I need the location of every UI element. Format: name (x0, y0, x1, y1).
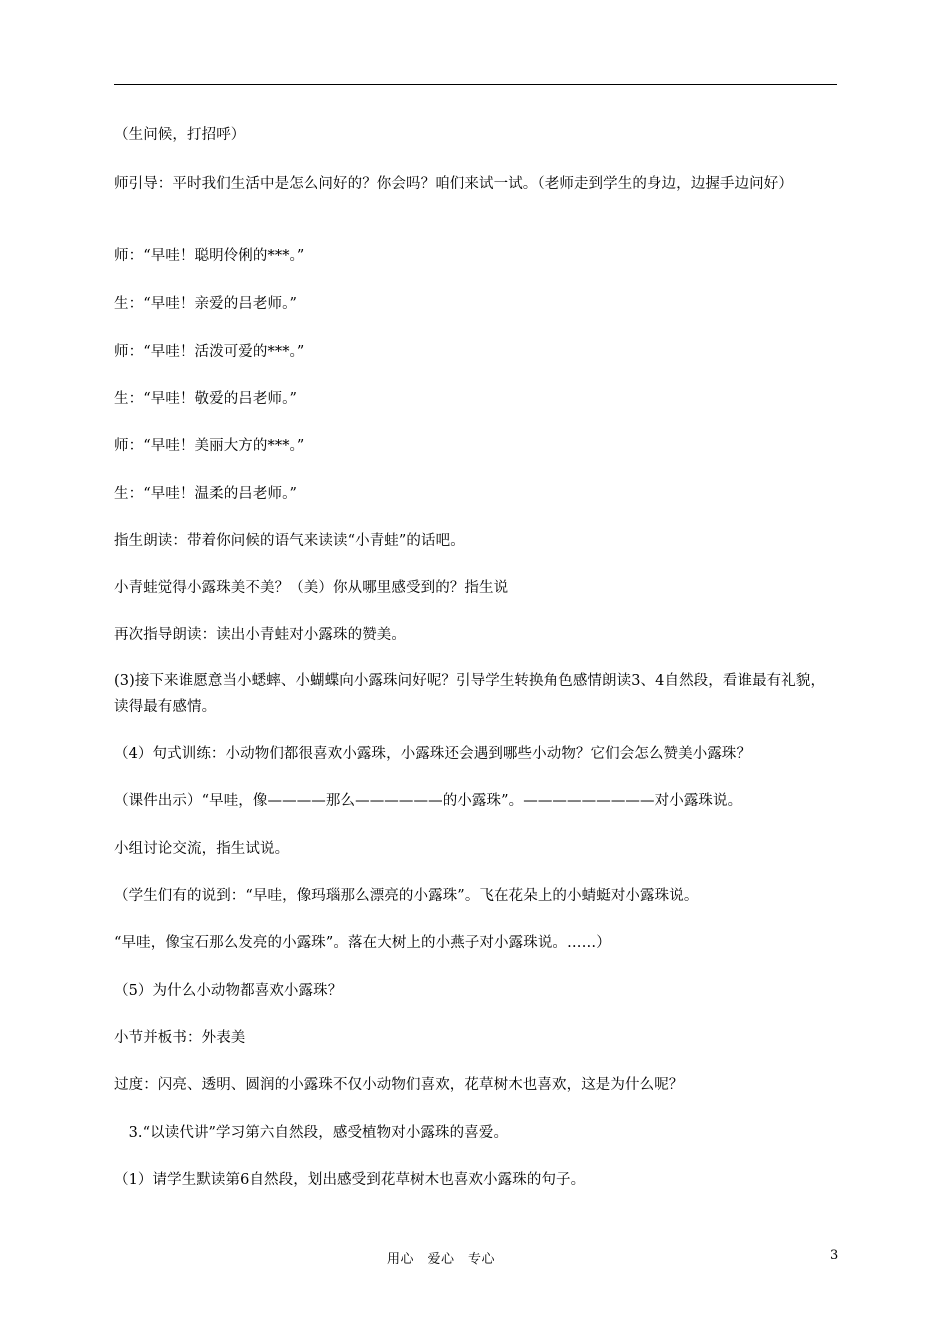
paragraph: 指生朗读：带着你问候的语气来读读“小青蛙”的话吧。 (114, 533, 465, 549)
paragraph: 师引导：平时我们生活中是怎么问好的？你会吗？咱们来试一试。（老师走到学生的身边，边握手边问好） (114, 176, 793, 192)
paragraph: “早哇，像宝石那么发亮的小露珠”。落在大树上的小燕子对小露珠说。……） (114, 935, 611, 951)
paragraph: 师：“早哇！活泼可爱的***。” (114, 344, 305, 360)
paragraph: 小组讨论交流，指生试说。 (114, 841, 290, 857)
paragraph: 过度：闪亮、透明、圆润的小露珠不仅小动物们喜欢，花草树木也喜欢，这是为什么呢？ (114, 1077, 684, 1093)
paragraph: （4）句式训练：小动物们都很喜欢小露珠，小露珠还会遇到哪些小动物？它们会怎么赞美小露珠？ (114, 746, 752, 762)
paragraph: （课件出示）“早哇，像————那么——————的小露珠”。—————————对小露珠说。 (114, 793, 743, 809)
paragraph: 生：“早哇！亲爱的吕老师。” (114, 296, 297, 312)
paragraph: 师：“早哇！美丽大方的***。” (114, 438, 305, 454)
paragraph: （1）请学生默读第6自然段，划出感受到花草树木也喜欢小露珠的句子。 (114, 1172, 586, 1188)
paragraph: （生问候，打招呼） (114, 127, 246, 143)
paragraph: 师：“早哇！聪明伶俐的***。” (114, 248, 305, 264)
paragraph: 小节并板书：外表美 (114, 1030, 246, 1046)
paragraph: 再次指导朗读：读出小青蛙对小露珠的赞美。 (114, 627, 406, 643)
header-rule (114, 84, 837, 85)
paragraph: 小青蛙觉得小露珠美不美？（美）你从哪里感受到的？指生说 (114, 580, 509, 596)
paragraph: (3)接下来谁愿意当小蟋蟀、小蝴蝶向小露珠问好呢？引导学生转换角色感情朗读3、4自然段，看谁最有礼貌，读得最有感情。 (114, 673, 826, 715)
page-number: 3 (830, 1248, 839, 1263)
footer-motto: 用心 爱心 专心 (387, 1252, 496, 1267)
paragraph: （学生们有的说到：“早哇，像玛瑙那么漂亮的小露珠”。飞在花朵上的小蜻蜓对小露珠说。 (114, 888, 699, 904)
paragraph: 生：“早哇！敬爱的吕老师。” (114, 391, 297, 407)
paragraph: 3.“以读代讲”学习第六自然段，感受植物对小露珠的喜爱。 (114, 1125, 509, 1141)
page-footer (0, 1248, 950, 1268)
paragraph: 生：“早哇！温柔的吕老师。” (114, 486, 297, 502)
paragraph: （5）为什么小动物都喜欢小露珠？ (114, 983, 343, 999)
